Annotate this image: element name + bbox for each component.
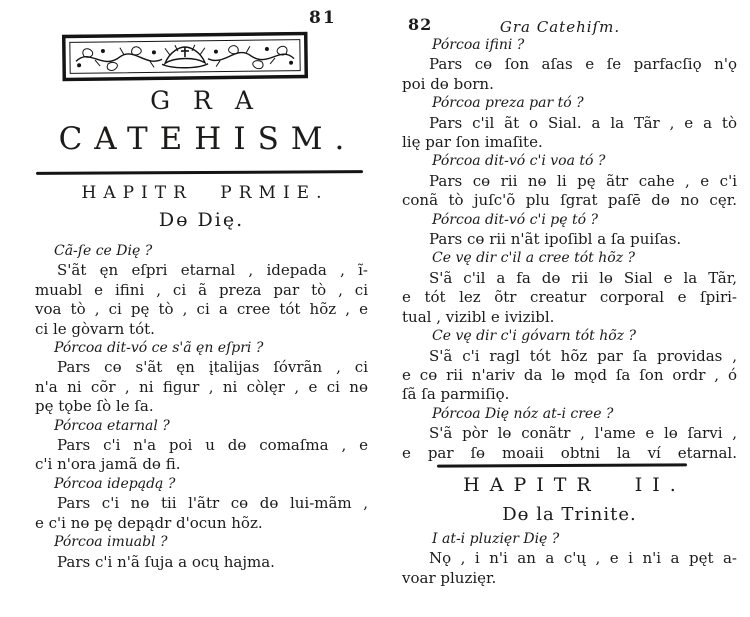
text-line: n'a ni cõr , ni figur , ni còlęr , e ci nɵ [35, 377, 368, 396]
text-line: ſã ſa parmiſiǫ. [402, 385, 510, 404]
text-line: Pars c'il ãt o Sial. a la Tãr , e a tò [429, 113, 737, 132]
page-number-right: 82 [408, 15, 433, 34]
page-number-left: 81 [309, 8, 337, 28]
text-line: Pars cɵ rii n'ãt ipoſibl a ſa puiſas. [429, 230, 682, 249]
text-line: S'ã c'il a fa dɵ rii lɵ Sial e la Tãr, [429, 268, 737, 287]
right-page-text-block [402, 36, 737, 463]
text-line: ci le gòvarn tót. [35, 319, 155, 338]
text-line: Pórcoa Dię nóz at-i cree ? [432, 405, 614, 422]
text-line: Pórcoa idepądą ? [54, 475, 176, 492]
text-line: tual , vizibl e ivizibl. [402, 307, 555, 326]
text-line: e par ſɵ moaii obtni la ví etarnal. [402, 443, 737, 462]
separator-rule [437, 463, 687, 467]
text-line: conã tò juſc'õ plu ſgrat paſē dɵ no cęr. [402, 191, 737, 210]
text-line: muabl e ifini , ci ã preza par tò , ci [35, 280, 368, 299]
section-heading-de-dieu: Dɵ Dię. [158, 209, 245, 231]
text-line: S'ã pòr lɵ conãtr , l'ame e lɵ ſarvi , [429, 424, 737, 443]
right-page-text-block-2 [402, 530, 737, 588]
text-line: Pórcoa dit-vó c'i voa tó ? [432, 153, 606, 170]
text-line: voa tò , ci pę tò , ci a cree tót hõz , e [35, 300, 368, 319]
text-line: Pórcoa dit-vó ce s'ã ęn eſpri ? [54, 340, 264, 357]
text-line: S'ã c'i ragl tót hõz par ſa providas , [429, 346, 737, 365]
text-line: lię par ſon imaſite. [402, 133, 543, 152]
text-line: voar pluzięr. [402, 568, 497, 587]
book-title-word-gra: GRA [150, 86, 276, 115]
text-line: Pórcoa imuabl ? [54, 534, 168, 551]
chapter-heading-2: HAPITR II. [463, 474, 686, 496]
book-title-word-catehism: CATEHISM. [58, 121, 357, 157]
text-line: e cɵ rii n'ariv da lɵ mǫd ſa ſon ordr , ó [402, 365, 737, 384]
text-line: Pórcoa preza par tó ? [432, 95, 584, 112]
text-line: c'i n'ora jamã dɵ fi. [35, 455, 181, 474]
left-page-text-block [35, 242, 368, 572]
text-line: Pars cɵ rii nɵ li pę ãtr cahe , e c'i [429, 171, 737, 190]
text-line: pę tǫbe ſò le ſa. [35, 397, 154, 416]
text-line: S'ãt ęn eſpri etarnal , idepada , ĩ- [57, 261, 368, 280]
running-head: Gra Catehiſm. [499, 18, 621, 36]
text-line: e c'i nɵ pę depądr d'ocun hõz. [35, 513, 263, 532]
text-line: Ce vę dir c'il a cree tót hõz ? [432, 250, 636, 267]
text-line: Nǫ , i n'i an a c'ų , e i n'i a pęt a- [429, 549, 737, 568]
text-line: Cã-ſe ce Dię ? [54, 243, 153, 259]
floral-headpiece-ornament [62, 31, 309, 81]
text-line: Pars cɵ s'ãt ęn įtalijas ſóvrãn , ci [57, 358, 368, 377]
separator-rule [36, 170, 363, 175]
text-line: Pars c'i n'a poi u dɵ comaſma , e [57, 436, 368, 455]
text-line: I at-i pluzięr Dię ? [432, 531, 560, 547]
text-line: poi dɵ born. [402, 74, 494, 93]
text-line: Pórcoa ifini ? [432, 37, 525, 53]
text-line: Pórcoa etarnal ? [54, 417, 170, 434]
text-line: Pars c'i n'ã ſuja a ocų hajma. [57, 552, 275, 571]
text-line: e tót lez õtr creatur corporal e ſpiri- [402, 288, 737, 307]
text-line: Pars c'i nɵ tii l'ãtr cɵ dɵ lui-mãm , [57, 494, 368, 513]
chapter-heading-1: HAPITR PRMIE. [81, 183, 329, 203]
text-line: Pórcoa dit-vó c'i pę tó ? [432, 211, 598, 228]
text-line: Pars cɵ ſon aſas e ſe parfacſiǫ n'ǫ [429, 55, 737, 74]
text-line: Ce vę dir c'i góvarn tót hõz ? [432, 328, 637, 345]
section-heading-trinite: Dɵ la Trinite. [502, 504, 637, 525]
